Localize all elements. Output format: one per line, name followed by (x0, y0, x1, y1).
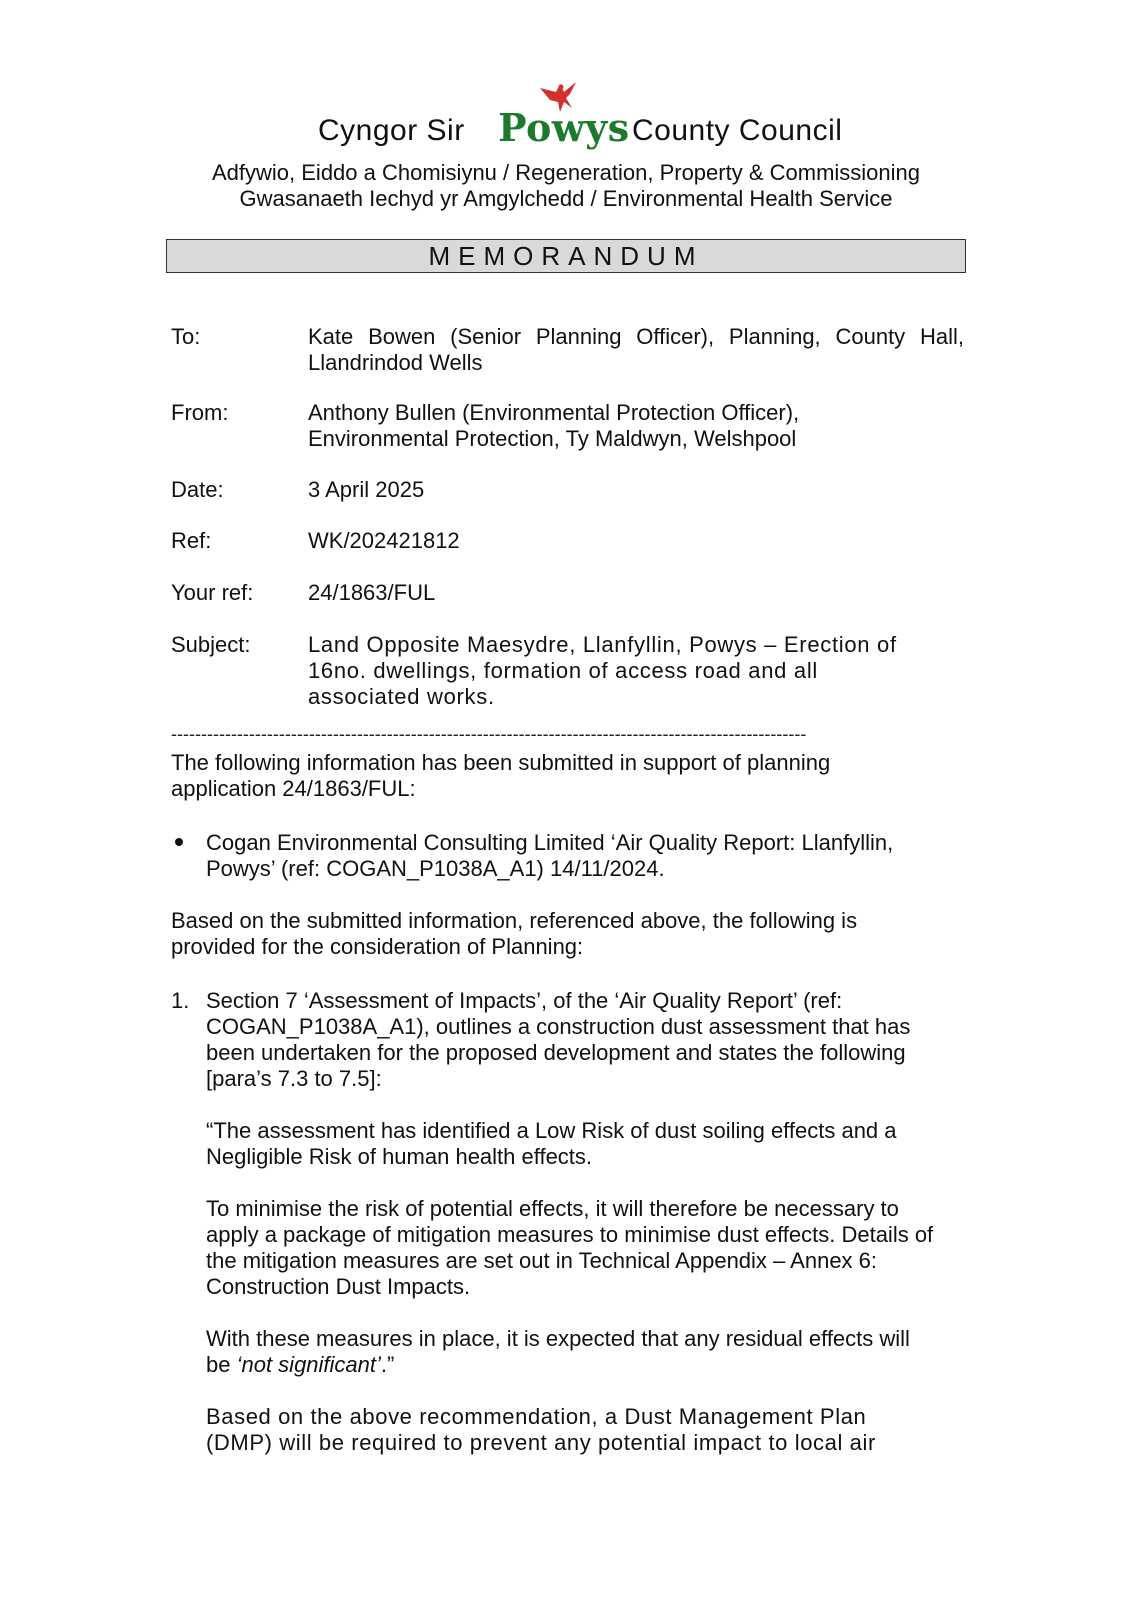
item1-line3: been undertaken for the proposed development and states the following (206, 1040, 906, 1065)
item1-line1: Section 7 ‘Assessment of Impacts’, of the ‘Air Quality Report’ (ref: (206, 988, 843, 1013)
quote1-line1: “The assessment has identified a Low Risk of dust soiling effects and a (206, 1118, 897, 1143)
intro-line1: The following information has been submitted in support of planning (171, 750, 831, 775)
council-name-english: County Council (632, 114, 843, 147)
memo-title: MEMORANDUM (166, 239, 966, 273)
quote3-line2 (206, 1352, 394, 1378)
quote2-line4: Construction Dust Impacts. (206, 1274, 471, 1299)
from-label: From: (171, 400, 229, 425)
based-line2: provided for the consideration of Planning: (171, 934, 584, 959)
based-line1: Based on the submitted information, referenced above, the following is (171, 908, 858, 933)
your-ref-value: 24/1863/FUL (308, 580, 436, 605)
department-line: Adfywio, Eiddo a Chomisiynu / Regeneration, Property & Commissioning (212, 160, 920, 185)
council-name-welsh: Cyngor Sir (318, 114, 465, 147)
letterhead (0, 78, 1132, 156)
quote2-line2: apply a package of mitigation measures to minimise dust effects. Details of (206, 1222, 934, 1247)
date-value: 3 April 2025 (308, 477, 425, 502)
bullet-icon (175, 838, 183, 846)
quote2-line3: the mitigation measures are set out in Technical Appendix – Annex 6: (206, 1248, 878, 1273)
service-line: Gwasanaeth Iechyd yr Amgylchedd / Environmental Health Service (239, 186, 893, 211)
subject-line1: Land Opposite Maesydre, Llanfyllin, Powys – Erection of (308, 632, 897, 657)
logo-wordmark: Powys (498, 105, 630, 150)
to-value: Kate Bowen (Senior Planning Officer), Planning, County Hall, Llandrindod Wells (308, 324, 964, 375)
intro-line2: application 24/1863/FUL: (171, 776, 416, 801)
rec-line1: Based on the above recommendation, a Dust Management Plan (206, 1404, 867, 1429)
item1-number: 1. (171, 988, 190, 1013)
ref-value: WK/202421812 (308, 528, 460, 553)
item1-line2: COGAN_P1038A_A1), outlines a construction dust assessment that has (206, 1014, 911, 1039)
item1-line4: [para’s 7.3 to 7.5]: (206, 1066, 382, 1091)
ref-label: Ref: (171, 528, 212, 553)
subject-line3: associated works. (308, 684, 495, 709)
from-value-line1: Anthony Bullen (Environmental Protection Officer), (308, 400, 800, 425)
subject-line2: 16no. dwellings, formation of access road and all (308, 658, 819, 683)
from-value-line2: Environmental Protection, Ty Maldwyn, Welshpool (308, 426, 797, 451)
quote3-line1: With these measures in place, it is expected that any residual effects will (206, 1326, 910, 1351)
quote2-line1: To minimise the risk of potential effects, it will therefore be necessary to (206, 1196, 899, 1221)
quote1-line2: Negligible Risk of human health effects. (206, 1144, 593, 1169)
subject-label: Subject: (171, 632, 251, 657)
to-label: To: (171, 324, 201, 349)
quote3-prefix: be (206, 1352, 237, 1377)
rec-line2: (DMP) will be required to prevent any potential impact to local air (206, 1430, 876, 1455)
bullet-line2: Powys’ (ref: COGAN_P1038A_A1) 14/11/2024. (206, 856, 665, 881)
date-label: Date: (171, 477, 224, 502)
separator-line: ---------------------------------------------------------------------------------------------------------- (171, 724, 807, 744)
your-ref-label: Your ref: (171, 580, 254, 605)
powys-logo (498, 78, 630, 154)
quote3-suffix: .” (380, 1352, 395, 1377)
bullet-line1: Cogan Environmental Consulting Limited ‘Air Quality Report: Llanfyllin, (206, 830, 894, 855)
quote3-italic: ‘not significant’ (236, 1352, 381, 1377)
